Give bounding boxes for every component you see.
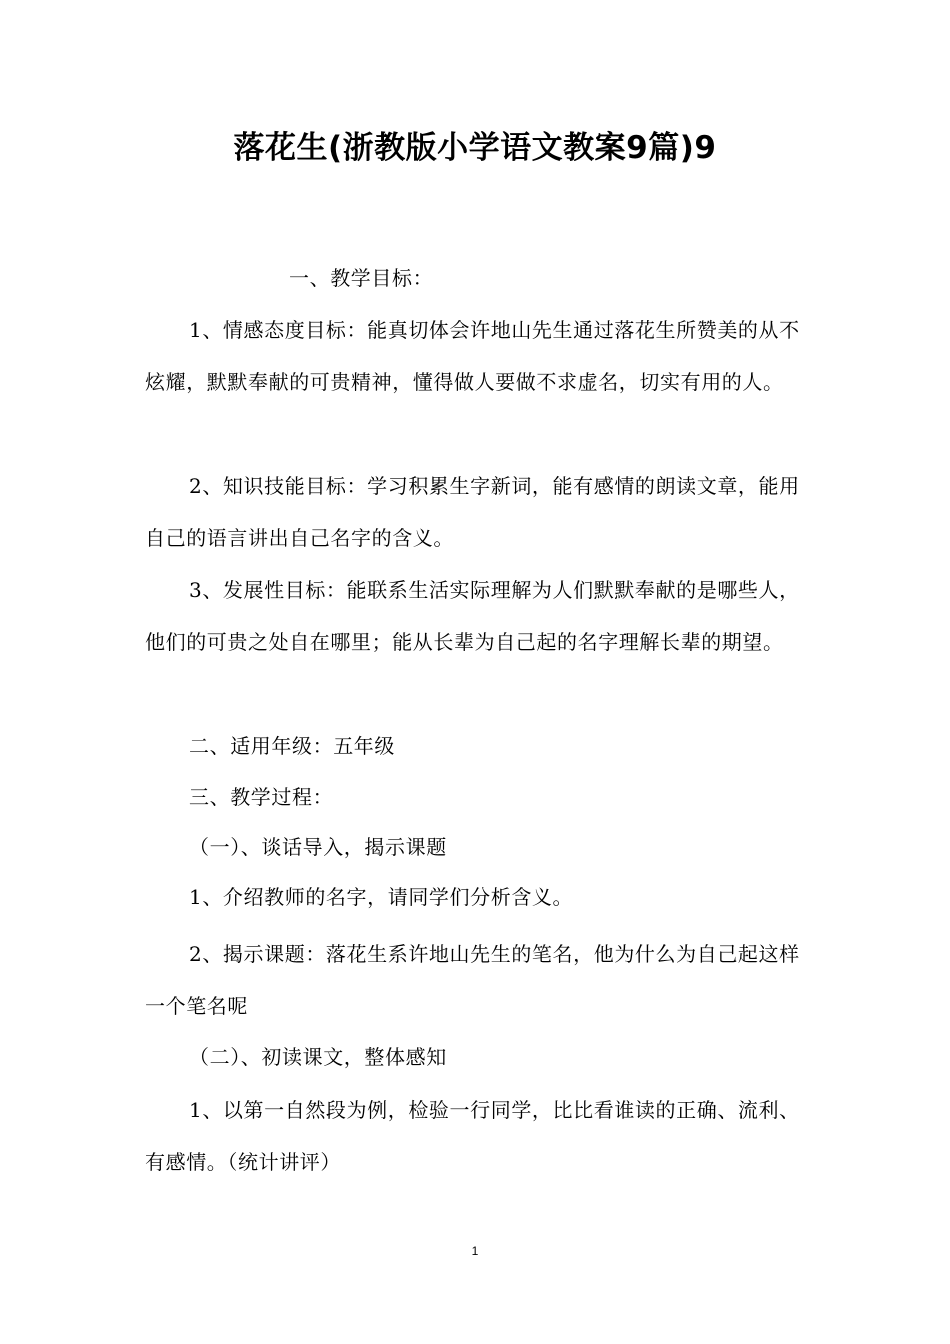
subsection-heading-intro: （一）、谈话导入，揭示课题 <box>189 835 447 859</box>
document-title: 落花生(浙教版小学语文教案9篇)9 <box>233 130 717 166</box>
section-heading-process: 三、教学过程： <box>189 785 334 809</box>
section-heading-grade: 二、适用年级：五年级 <box>189 734 395 758</box>
page-number: 1 <box>471 1244 479 1258</box>
paragraph-reading-step-1: 1、以第一自然段为例，检验一行同学，比比看谁读的正确、流利、有感情。（统计讲评） <box>145 1098 800 1174</box>
section-heading-objectives: 一、教学目标： <box>289 266 434 290</box>
paragraph-objective-1: 1、情感态度目标：能真切体会许地山先生通过落花生所赞美的从不炫耀，默默奉献的可贵精神，懂得做人要做不求虚名，切实有用的人。 <box>145 318 800 394</box>
paragraph-objective-2: 2、知识技能目标：学习积累生字新词，能有感情的朗读文章，能用自己的语言讲出自己名字的含义。 <box>145 474 800 550</box>
paragraph-step-1: 1、介绍教师的名字，请同学们分析含义。 <box>189 885 574 909</box>
paragraph-step-2: 2、揭示课题：落花生系许地山先生的笔名，他为什么为自己起这样一个笔名呢 <box>145 942 800 1018</box>
subsection-heading-reading: （二）、初读课文，整体感知 <box>189 1045 447 1069</box>
paragraph-objective-3: 3、发展性目标：能联系生活实际理解为人们默默奉献的是哪些人，他们的可贵之处自在哪里；能从长辈为自己起的名字理解长辈的期望。 <box>145 578 800 654</box>
